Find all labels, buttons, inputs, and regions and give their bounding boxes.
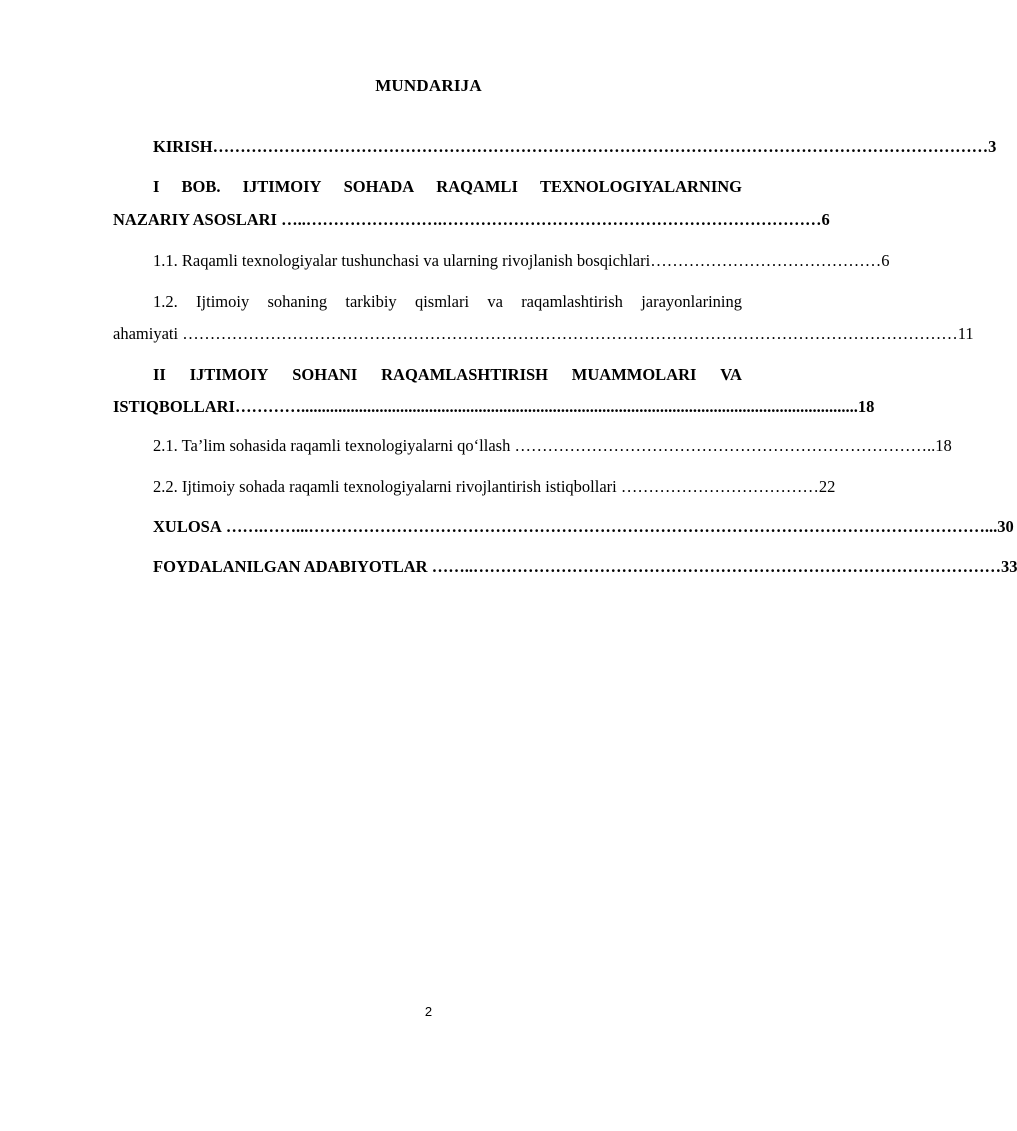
toc-word: IJTIMOIY [242,177,322,196]
toc-entry-1-2-line2 [113,322,974,346]
toc-word: MUAMMOLARI [571,365,697,384]
toc-leader-dots: ……..…………………………………………………………………………………… [427,557,1001,576]
toc-label: 2.1. Ta’lim sohasida raqamli texnologiyalarni qo‘llash [153,436,511,455]
toc-entry-bob1-line2 [113,208,830,232]
toc-word: raqamlashtirish [521,292,623,311]
toc-leader-dots: ………………………………………………………………….. [510,436,936,455]
toc-entry-bob1-line1 [113,175,742,199]
toc-label: ISTIQBOLLARI [113,397,235,416]
toc-page-number: 6 [881,251,890,270]
toc-page-number: 33 [1000,557,1017,576]
toc-word: VA [720,365,742,384]
toc-entry-xulosa [113,515,1014,539]
toc-word: I [153,177,160,196]
toc-word: sohaning [267,292,328,311]
toc-page-number: 11 [957,324,974,343]
toc-page-number: 6 [821,210,830,229]
toc-word: 1.2. [153,292,178,311]
toc-word: va [487,292,503,311]
toc-page-number: 18 [935,436,952,455]
page-number: 2 [424,1004,433,1019]
toc-leader-dots: ……………………………… [616,477,819,496]
toc-label: KIRISH [153,137,213,156]
page-title: MUNDARIJA [375,76,482,95]
toc-leader-dots: …………....................................................................................................................................... [234,397,858,416]
toc-page-number: 22 [818,477,836,496]
toc-label: FOYDALANILGAN ADABIYOTLAR [153,557,428,576]
toc-word: qismlari [414,292,470,311]
toc-entry-adabiyotlar [113,555,1017,579]
toc-word: SOHADA [343,177,415,196]
toc-entry-bob2-line1 [113,363,742,387]
toc-word: tarkibiy [345,292,397,311]
toc-word: II [153,365,166,384]
toc-leader-dots: …………………………………… [650,251,882,270]
toc-leader-dots: …..…………………….…………………………………………………………… [276,210,822,229]
toc-leader-dots: …………………………………………………………………………………………………………………………… [178,324,958,343]
toc-word: RAQAMLI [436,177,518,196]
toc-word: RAQAMLASHTIRISH [381,365,549,384]
toc-entry-bob2-line2 [113,395,875,419]
toc-entry-2-1 [113,434,952,458]
toc-label: XULOSA [153,517,222,536]
toc-label: 1.1. Raqamli texnologiyalar tushunchasi va ularning rivojlanish bosqichlari [153,251,651,270]
toc-leader-dots: …………………………………………………………………………………………………………………………… [212,137,989,156]
toc-leader-dots: …….……...……………………………………………………………………………………………………………... [221,517,998,536]
toc-word: SOHANI [292,365,358,384]
toc-word: BOB. [181,177,221,196]
toc-entry-1-1 [113,249,890,273]
toc-page-number: 30 [997,517,1014,536]
toc-entry-kirish [113,135,997,159]
toc-label: 2.2. Ijtimoiy sohada raqamli texnologiyalarni rivojlantirish istiqbollari [153,477,617,496]
toc-word: TEXNOLOGIYALARNING [539,177,742,196]
toc-entry-2-2 [113,475,836,499]
toc-page-number: 18 [857,397,875,416]
toc-page-number: 3 [988,137,997,156]
toc-word: jarayonlarining [641,292,742,311]
toc-word: Ijtimoiy [196,292,250,311]
toc-label: ahamiyati [113,324,179,343]
toc-label: NAZARIY ASOSLARI [113,210,277,229]
toc-entry-1-2-line1 [113,290,742,314]
toc-word: IJTIMOIY [189,365,269,384]
